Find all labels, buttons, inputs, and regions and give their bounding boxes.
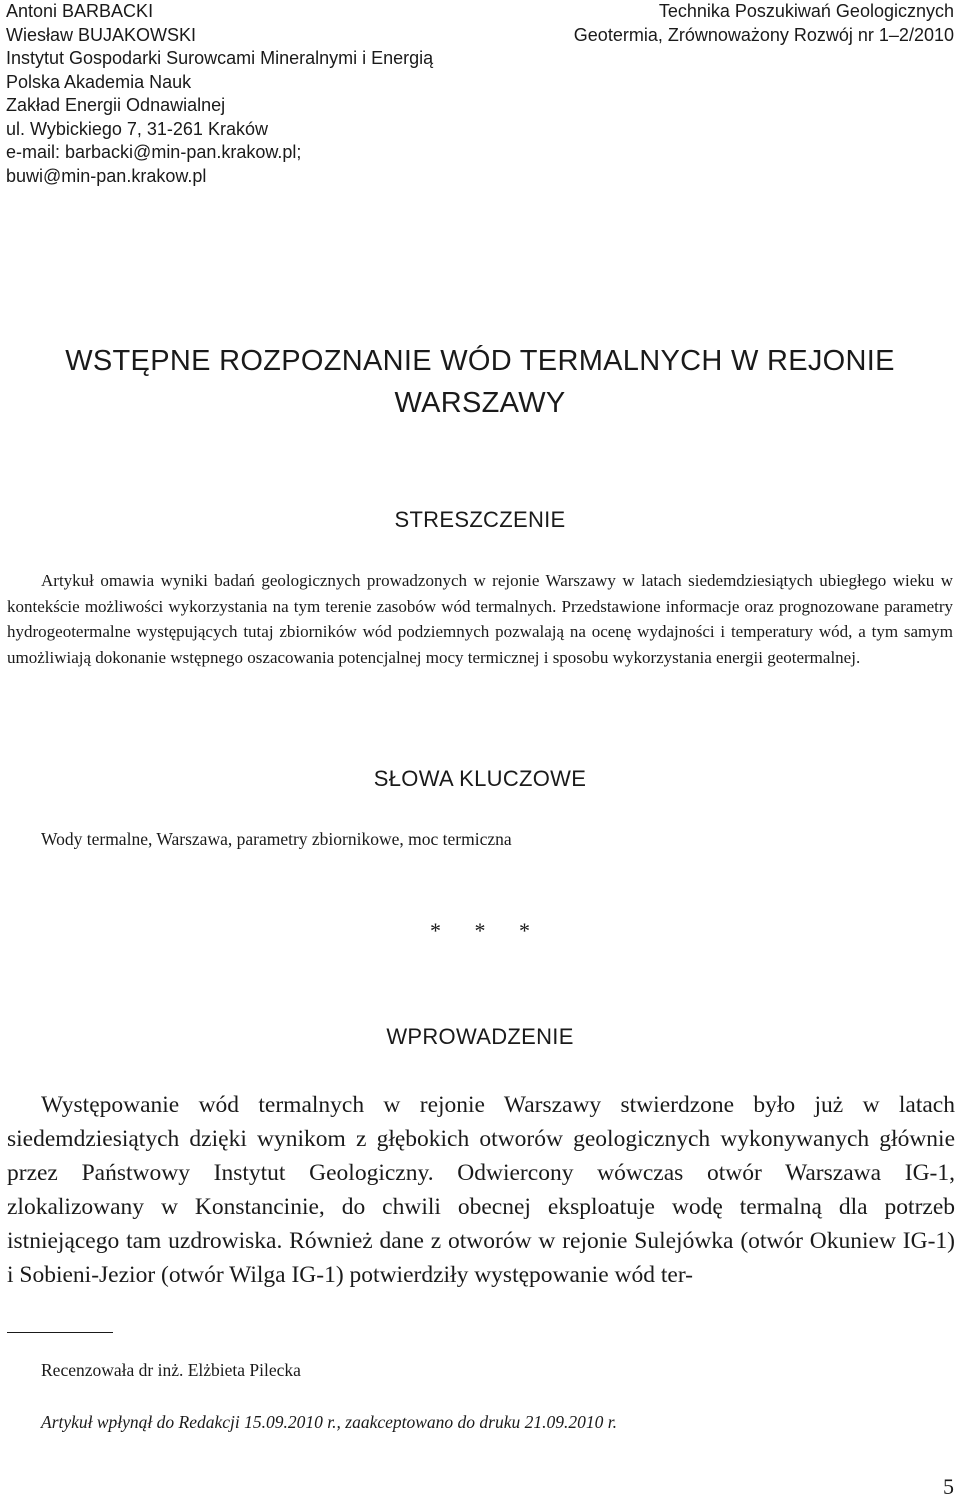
author-email: buwi@min-pan.krakow.pl: [6, 165, 207, 186]
affiliation-institute: Instytut Gospodarki Surowcami Mineralnymi i Energią: [6, 48, 434, 68]
footnote-divider: [7, 1332, 113, 1333]
journal-header: [574, 0, 954, 47]
author-email: e-mail: barbacki@min-pan.krakow.pl;: [6, 142, 302, 162]
affiliation-address: ul. Wybickiego 7, 31-261 Kraków: [6, 118, 268, 139]
author-block: [6, 0, 433, 188]
introduction-heading: WPROWADZENIE: [386, 1024, 574, 1049]
abstract-heading: STRESZCZENIE: [394, 507, 566, 532]
abstract-text: Artykuł omawia wyniki badań geologicznych prowadzonych w rejonie Warszawy w latach siedemdziesiątych ubiegłego wieku w kontekście możliwości wykorzystania na tym terenie zasobów wód termalnych. Przedstawione informacje oraz prognozowane parametry hydrogeotermalne występujących tutaj zbiorników wód podziemnych pozwalają na ocenę wydajności i temperatury wód, a tym samym umożliwiają dokonanie wstępnego oszacowania potencjalnej mocy termicznej i sposobu wykorzystania energii geotermalnej.: [7, 571, 953, 667]
reviewer-note: Recenzowała dr inż. Elżbieta Pilecka: [41, 1360, 301, 1380]
introduction-text: Występowanie wód termalnych w rejonie Warszawy stwierdzone było już w latach siedemdziesiątych dzięki wynikom z głębokich otworów geologicznych wykonywanych głównie przez Państwowy Instytut Geologiczny. Odwiercony wówczas otwór Warszawa IG-1, zlokalizowany w Konstancinie, do chwili obecnej eksploatuje wodę termalną dla potrzeb istniejącego tam uzdrowiska. Również dane z otworów w rejonie Sulejówka (otwór Okuniew IG-1) i Sobieni-Jezior (otwór Wilga IG-1) potwierdziły występowanie wód ter-: [7, 1092, 955, 1288]
keywords-heading: SŁOWA KLUCZOWE: [373, 766, 587, 791]
paper-title: WSTĘPNE ROZPOZNANIE WÓD TERMALNYCH W REJONIE WARSZAWY: [65, 345, 895, 419]
affiliation-department: Zakład Energii Odnawialnej: [6, 95, 226, 115]
author-name: Antoni BARBACKI: [6, 1, 154, 21]
journal-issue: Geotermia, Zrównoważony Rozwój nr 1–2/2010: [573, 24, 954, 45]
section-separator: * * *: [430, 918, 544, 943]
page-number: 5: [943, 1474, 954, 1499]
keywords-text: Wody termalne, Warszawa, parametry zbiornikowe, moc termiczna: [41, 829, 512, 849]
received-note: Artykuł wpłynął do Redakcji 15.09.2010 r., zaakceptowano do druku 21.09.2010 r.: [41, 1412, 617, 1432]
affiliation-academy: Polska Akademia Nauk: [6, 71, 192, 92]
author-name: Wiesław BUJAKOWSKI: [6, 24, 197, 45]
journal-name: Technika Poszukiwań Geologicznych: [658, 1, 954, 21]
